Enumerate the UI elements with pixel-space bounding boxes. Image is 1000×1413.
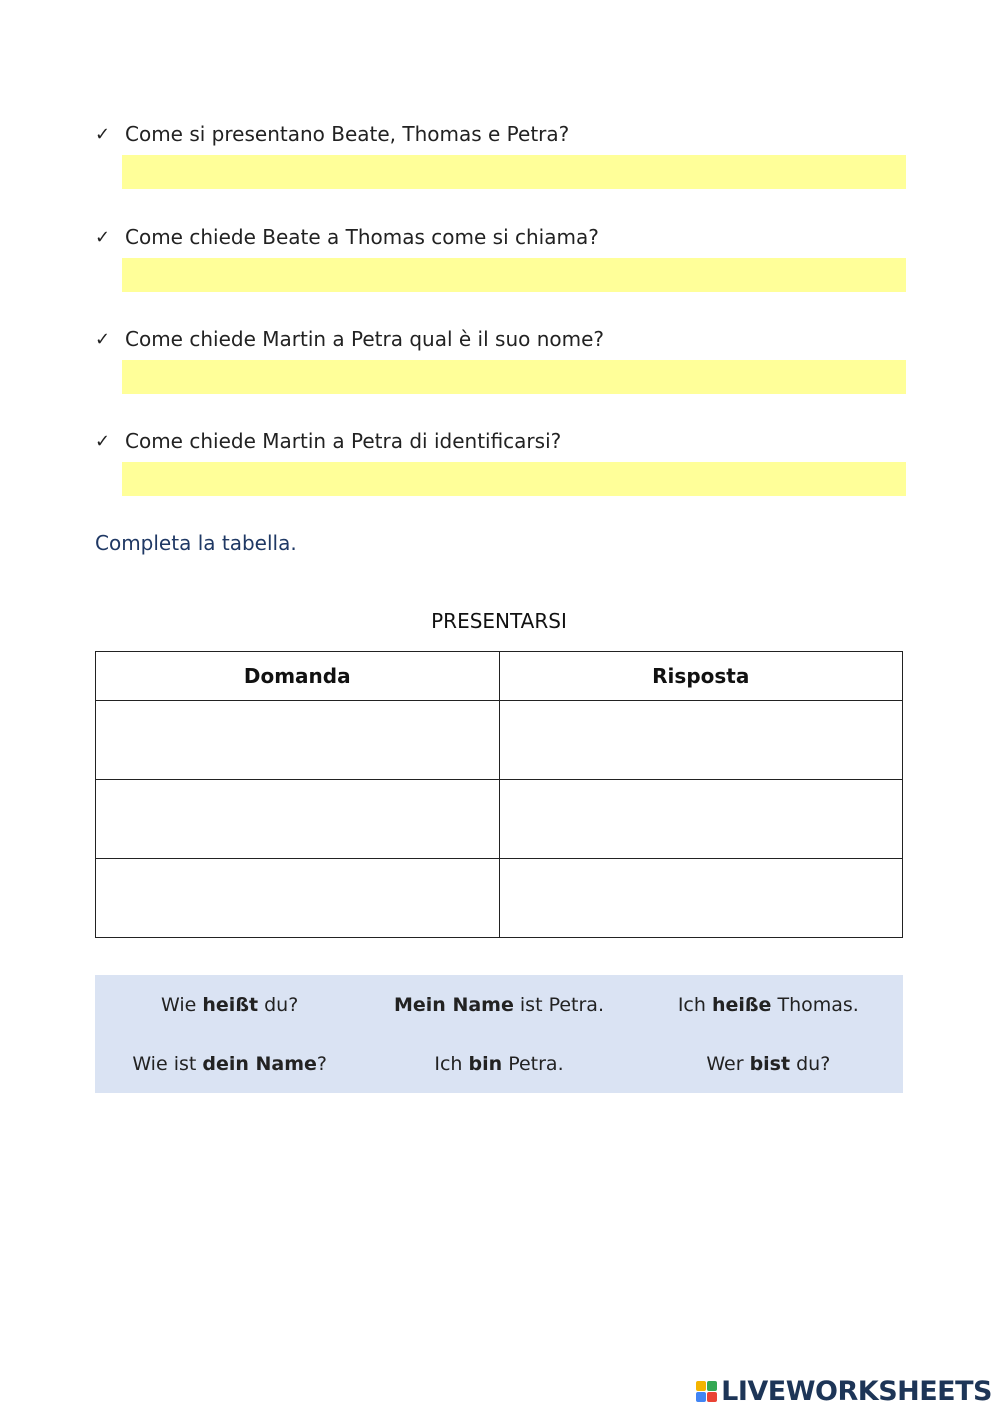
risposta-input[interactable] (500, 780, 903, 858)
question-text: Come chiede Martin a Petra qual è il suo nome? (125, 327, 605, 351)
risposta-input[interactable] (500, 701, 903, 779)
check-icon: ✓ (95, 226, 111, 248)
question-3 (95, 324, 906, 394)
question-4 (95, 426, 906, 496)
column-header-domanda: Domanda (96, 652, 500, 701)
table-row (96, 780, 903, 859)
word-bank (95, 975, 903, 1093)
column-header-risposta: Risposta (499, 652, 903, 701)
risposta-input[interactable] (500, 859, 903, 937)
word-bank-phrase[interactable]: Wie ist dein Name? (132, 1052, 328, 1075)
table-row (96, 701, 903, 780)
question-1 (95, 119, 906, 189)
table-cell (499, 780, 903, 859)
answer-field[interactable] (122, 462, 906, 496)
answer-field[interactable] (122, 258, 906, 292)
domanda-input[interactable] (96, 859, 499, 937)
table-cell (96, 859, 500, 938)
check-icon: ✓ (95, 328, 111, 350)
answer-table (95, 651, 903, 938)
check-icon: ✓ (95, 430, 111, 452)
word-bank-phrase[interactable]: Ich heiße Thomas. (677, 993, 859, 1016)
word-bank-phrase[interactable]: Mein Name ist Petra. (394, 993, 604, 1016)
table-row (96, 859, 903, 938)
domanda-input[interactable] (96, 780, 499, 858)
word-bank-phrase[interactable]: Wie heißt du? (161, 993, 299, 1016)
check-icon: ✓ (95, 123, 111, 145)
logo-block (696, 1392, 706, 1402)
table-title: PRESENTARSI (431, 609, 567, 633)
question-2 (95, 222, 906, 292)
table-cell (96, 780, 500, 859)
liveworksheets-logo (696, 1376, 992, 1407)
word-bank-phrase[interactable]: Wer bist du? (706, 1052, 831, 1075)
logo-block (707, 1381, 717, 1391)
word-bank-phrase[interactable]: Ich bin Petra. (434, 1052, 564, 1075)
table-cell (499, 701, 903, 780)
table-cell (96, 701, 500, 780)
table-header-row (96, 652, 903, 701)
question-text: Come si presentano Beate, Thomas e Petra? (125, 122, 570, 146)
question-text: Come chiede Martin a Petra di identificarsi? (125, 429, 562, 453)
table-cell (499, 859, 903, 938)
answer-field[interactable] (122, 155, 906, 189)
question-text: Come chiede Beate a Thomas come si chiama? (125, 225, 599, 249)
instruction-text: Completa la tabella. (95, 531, 297, 555)
logo-text: LIVEWORKSHEETS (721, 1376, 992, 1407)
logo-block (696, 1381, 706, 1391)
answer-field[interactable] (122, 360, 906, 394)
domanda-input[interactable] (96, 701, 499, 779)
logo-block (707, 1392, 717, 1402)
logo-mark-icon (696, 1381, 717, 1402)
